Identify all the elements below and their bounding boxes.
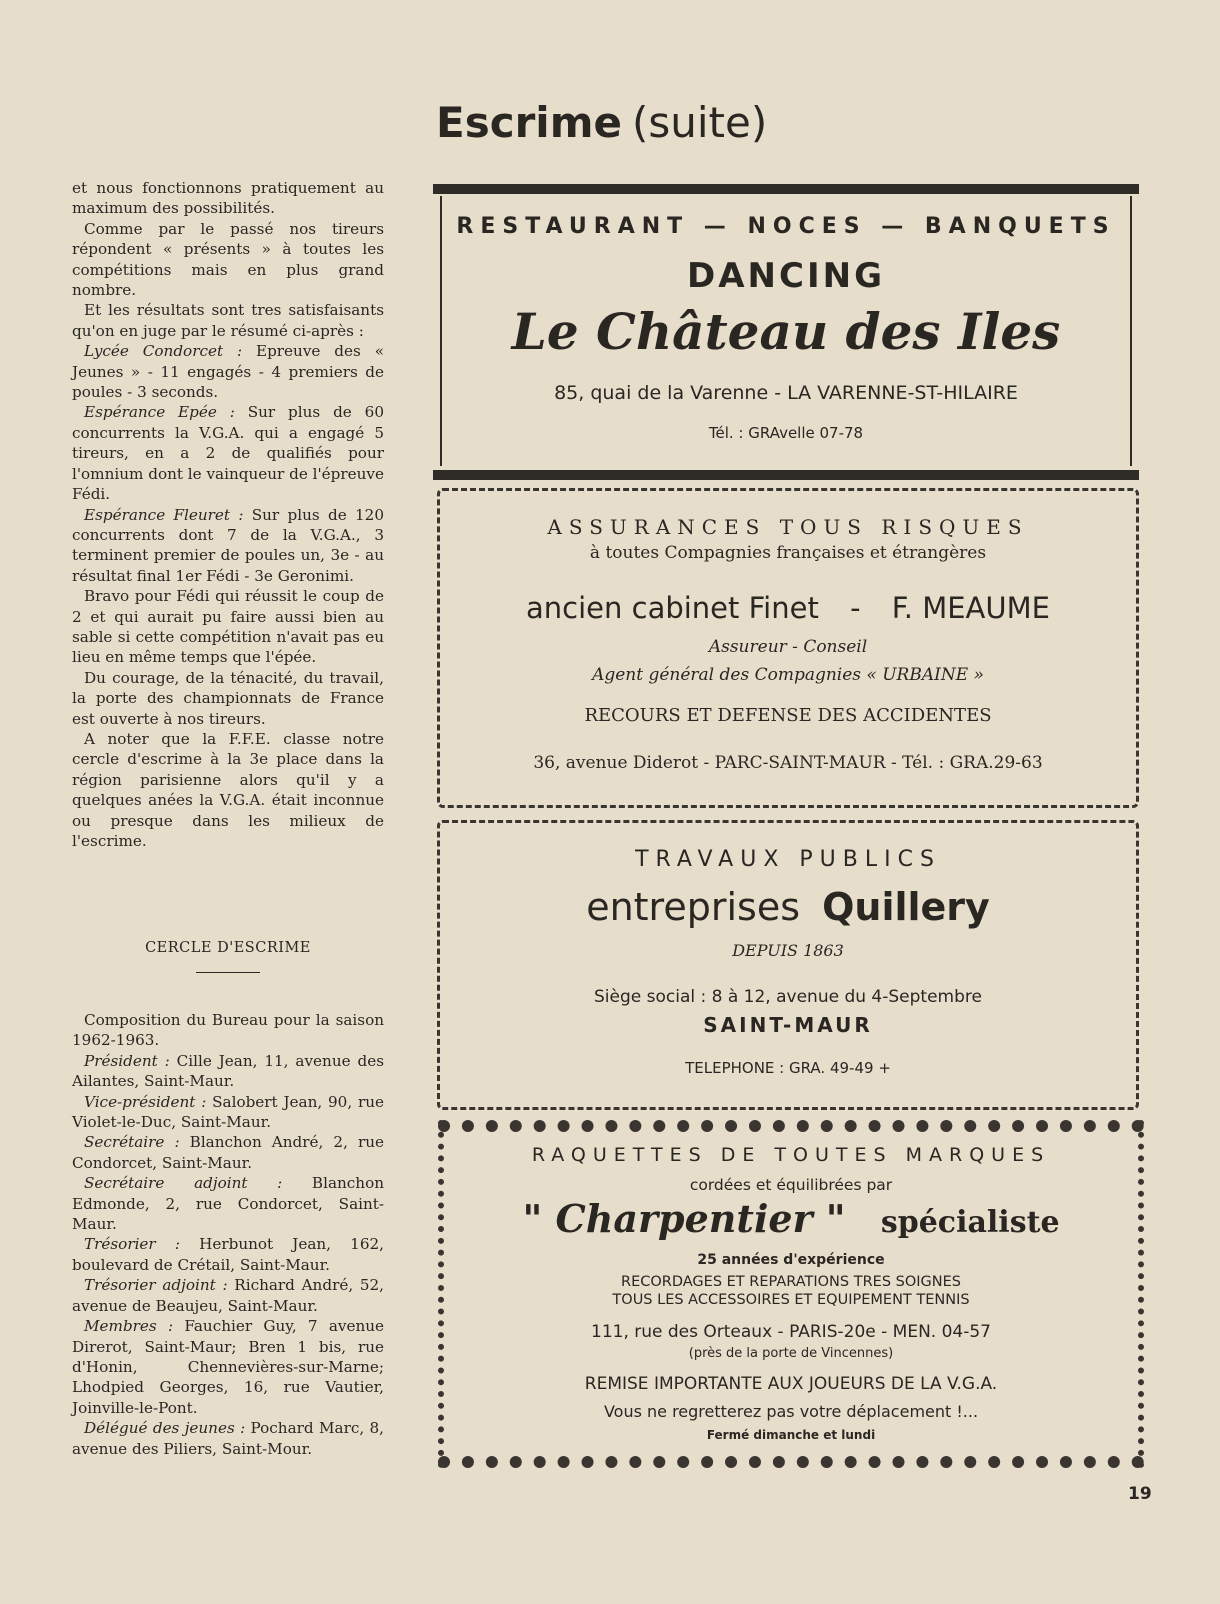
bureau-text: Herbunot Jean, 162, boulevard de Crétail, Saint-Maur.	[72, 1235, 384, 1274]
ad-raquettes-subheading: cordées et équilibrées par	[689, 1176, 893, 1194]
result-text: Epreuve des « Jeunes » - 11 engagés - 4 premiers de poules - 3 seconds.	[72, 342, 384, 402]
ad-raquettes-tagline: Vous ne regretterez pas votre déplacement !...	[603, 1402, 979, 1421]
bureau-entry	[72, 1234, 384, 1275]
bureau-entry	[72, 1173, 384, 1234]
section-heading: CERCLE D'ESCRIME	[145, 940, 311, 956]
result-text: Sur plus de 120 concurrents dont 7 de la V.G.A., 3 terminent premier de poules un, 3e - au résultat final 1er Fédi - 3e Geronimi.	[72, 505, 384, 585]
ad-assurances-firm	[440, 591, 1136, 625]
ad-raquettes-address: 111, rue des Orteaux - PARIS-20e - MEN. 04-57	[591, 1322, 991, 1342]
ad-raquettes	[438, 1120, 1144, 1468]
result-label: Lycée Condorcet :	[84, 342, 243, 361]
bureau-role: Président :	[84, 1051, 170, 1070]
ad-raquettes-remise: REMISE IMPORTANTE AUX JOUEURS DE LA V.G.A.	[584, 1374, 998, 1394]
bureau-column	[72, 1010, 384, 1459]
article-paragraph: Du courage, de la ténacité, du travail, la porte des championnats de France est ouverte à nos tireurs.	[72, 668, 384, 728]
ad-raquettes-experience: 25 années d'expérience	[697, 1252, 885, 1268]
section-heading-block	[72, 938, 384, 973]
ad-restaurant-dancing: DANCING	[687, 256, 885, 296]
bureau-role: Trésorier :	[84, 1235, 180, 1254]
bureau-text: Salobert Jean, 90, rue Violet-le-Duc, Saint-Maur.	[72, 1092, 384, 1132]
ad-travaux-phone: TELEPHONE : GRA. 49-49 +	[685, 1059, 891, 1077]
bureau-entry	[72, 1092, 384, 1133]
ad-raquettes-specialiste: spécialiste	[880, 1205, 1060, 1240]
ad-assurances-address: 36, avenue Diderot - PARC-SAINT-MAUR - Tél. : GRA.29-63	[533, 753, 1043, 773]
bureau-role: Trésorier adjoint :	[84, 1276, 228, 1295]
ad-assurances-subheading: à toutes Compagnies françaises et étrangères	[589, 543, 987, 563]
ad-raquettes-charpentier: " Charpentier "	[522, 1196, 846, 1241]
result-lycee	[72, 341, 384, 402]
ad-assurances-dash: -	[850, 591, 861, 625]
ad-restaurant-services: RESTAURANT — NOCES — BANQUETS	[456, 214, 1116, 239]
bureau-text: Cille Jean, 11, avenue des Ailantes, Saint-Maur.	[72, 1051, 384, 1091]
result-fleuret	[72, 505, 384, 587]
bureau-text: Blanchon Edmonde, 2, rue Condorcet, Saint-Maur.	[72, 1174, 384, 1234]
section-rule	[196, 972, 260, 973]
ad-travaux-company	[440, 885, 1136, 929]
article-paragraph: Et les résultats sont tres satisfaisants qu'on en juge par le résumé ci-après :	[72, 301, 384, 340]
bureau-role: Secrétaire :	[84, 1133, 180, 1152]
article-paragraph: Comme par le passé nos tireurs répondent « présents » à toutes les compétitions mais en plus grand nombre.	[72, 219, 384, 300]
bureau-role: Vice-président :	[84, 1092, 207, 1111]
ad-travaux	[437, 820, 1139, 1110]
ad-assurances-cabinet: ancien cabinet Finet	[526, 591, 819, 625]
bureau-entry	[72, 1132, 384, 1173]
result-label: Espérance Fleuret :	[84, 505, 244, 524]
ad-restaurant-address: 85, quai de la Varenne - LA VARENNE-ST-HILAIRE	[554, 382, 1018, 404]
bureau-role: Membres :	[84, 1317, 174, 1336]
ad-raquettes-brand	[444, 1196, 1138, 1241]
ad-travaux-heading	[440, 847, 1136, 872]
page-number: 19	[1128, 1484, 1152, 1504]
ad-raquettes-heading: RAQUETTES DE TOUTES MARQUES	[531, 1144, 1051, 1166]
bureau-text: Fauchier Guy, 7 avenue Direrot, Saint-Maur; Bren 1 bis, rue d'Honin, Chennevières-sur-Marne; Lhodpied Georges, 16, rue Vautier, Joinville-le-Pont.	[72, 1317, 385, 1417]
ad-assurances-meaume: F. MEAUME	[891, 591, 1050, 625]
result-label: Espérance Epée :	[84, 403, 235, 422]
article-column	[72, 178, 384, 851]
bureau-intro: Composition du Bureau pour la saison 1962-1963.	[72, 1011, 384, 1050]
ad-travaux-heading-text: TRAVAUX PUBLICS	[635, 847, 941, 872]
ad-travaux-quillery: Quillery	[822, 885, 990, 929]
ad-assurances-role: Assureur - Conseil	[708, 637, 868, 657]
bureau-text: Blanchon André, 2, rue Condorcet, Saint-Maur.	[72, 1133, 384, 1172]
page-title-suffix: (suite)	[631, 98, 768, 147]
ad-restaurant-phone: Tél. : GRAvelle 07-78	[708, 424, 864, 442]
ad-raquettes-hours: Fermé dimanche et lundi	[706, 1428, 876, 1442]
bureau-role: Secrétaire adjoint :	[84, 1174, 283, 1193]
ad-travaux-city: SAINT-MAUR	[703, 1013, 873, 1037]
ad-restaurant	[440, 196, 1132, 466]
article-paragraph: et nous fonctionnons pratiquement au maximum des possibilités.	[72, 179, 384, 218]
bureau-entry	[72, 1275, 384, 1316]
ad-assurances-recours: RECOURS ET DEFENSE DES ACCIDENTES	[584, 705, 992, 726]
ad-travaux-since: DEPUIS 1863	[732, 941, 844, 960]
page-title-main: Escrime	[436, 98, 622, 147]
article-paragraph: A noter que la F.F.E. classe notre cercle d'escrime à la 3e place dans la région parisienne alors qu'il y a quelques anées la V.G.A. était inconnue ou presque dans les milieux de l'escrime.	[72, 729, 384, 850]
ad-restaurant-name: Le Château des Iles	[511, 302, 1061, 361]
result-epee	[72, 402, 384, 504]
ad-raquettes-location: (près de la porte de Vincennes)	[688, 1346, 894, 1361]
bureau-text: Richard André, 52, avenue de Beaujeu, Saint-Maur.	[72, 1276, 384, 1315]
ad-top-bar	[433, 184, 1139, 194]
bureau-text: Pochard Marc, 8, avenue des Piliers, Saint-Mour.	[72, 1419, 384, 1458]
ad-raquettes-accessoires: TOUS LES ACCESSOIRES ET EQUIPEMENT TENNIS	[612, 1292, 970, 1308]
bureau-entry	[72, 1418, 384, 1459]
page-title	[436, 98, 767, 147]
ad-raquettes-recordages: RECORDAGES ET REPARATIONS TRES SOIGNES	[621, 1274, 961, 1290]
bureau-entry	[72, 1316, 384, 1418]
ad-bottom-bar	[433, 470, 1139, 480]
article-paragraph: Bravo pour Fédi qui réussit le coup de 2 et qui aurait pu faire aussi bien au sable si cette compétition n'avait pas eu lieu en même temps que l'épée.	[72, 587, 384, 667]
ad-assurances-heading: ASSURANCES TOUS RISQUES	[547, 515, 1029, 539]
bureau-role: Délégué des jeunes :	[84, 1419, 246, 1438]
ad-assurances-agent: Agent général des Compagnies « URBAINE »	[592, 665, 984, 685]
ad-travaux-entreprises: entreprises	[586, 885, 800, 929]
ad-travaux-address: Siège social : 8 à 12, avenue du 4-Septembre	[594, 987, 982, 1007]
bureau-entry	[72, 1051, 384, 1092]
ad-assurances	[437, 488, 1139, 808]
result-text: Sur plus de 60 concurrents la V.G.A. qui a engagé 5 tireurs, en a 2 de qualifiés pour l'omnium dont le vainqueur de l'épreuve Fédi.	[72, 403, 384, 504]
